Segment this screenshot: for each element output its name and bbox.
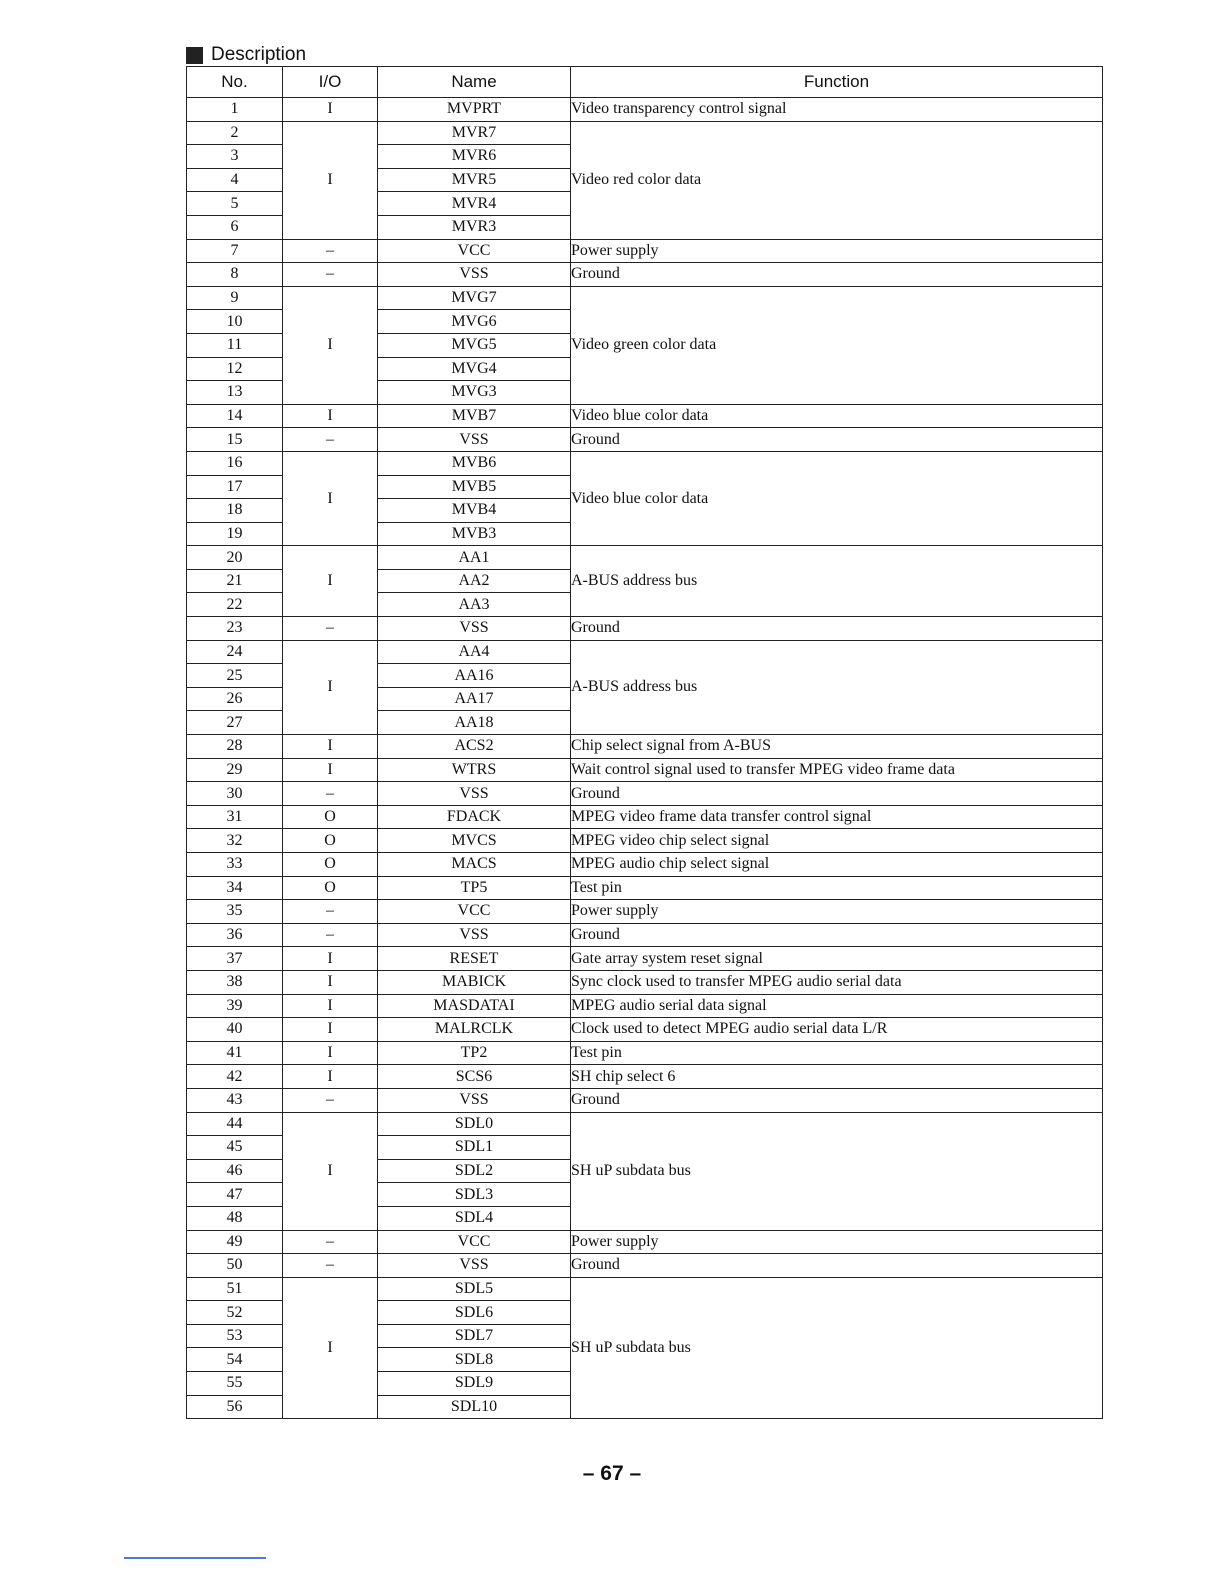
section-title: Description: [211, 44, 307, 65]
pin-name: MALRCLK: [378, 1018, 571, 1042]
pin-name: SDL6: [378, 1301, 571, 1325]
pin-number: 4: [187, 168, 283, 192]
table-row: [187, 98, 1103, 122]
table-row: [187, 1254, 1103, 1278]
pin-number: 46: [187, 1159, 283, 1183]
pin-function: Video transparency control signal: [571, 98, 1103, 122]
table-row: [187, 947, 1103, 971]
table-row: [187, 876, 1103, 900]
pin-name: MVCS: [378, 829, 571, 853]
square-bullet-icon: [186, 47, 203, 64]
pin-function: Ground: [571, 923, 1103, 947]
pin-number: 49: [187, 1230, 283, 1254]
pin-name: WTRS: [378, 758, 571, 782]
pin-name: ACS2: [378, 735, 571, 759]
pin-function: Ground: [571, 1088, 1103, 1112]
pin-name: AA1: [378, 546, 571, 570]
pin-number: 47: [187, 1183, 283, 1207]
pin-number: 32: [187, 829, 283, 853]
pin-number: 17: [187, 475, 283, 499]
pin-name: SDL1: [378, 1136, 571, 1160]
pin-number: 27: [187, 711, 283, 735]
pin-io: I: [283, 640, 378, 734]
pin-number: 15: [187, 428, 283, 452]
table-row: [187, 853, 1103, 877]
header-no: No.: [187, 67, 283, 98]
footer-line: [124, 1557, 266, 1559]
pin-function: Sync clock used to transfer MPEG audio serial data: [571, 970, 1103, 994]
pin-function: Ground: [571, 617, 1103, 641]
pin-number: 36: [187, 923, 283, 947]
table-row: [187, 805, 1103, 829]
pin-number: 38: [187, 970, 283, 994]
pin-io: –: [283, 617, 378, 641]
pin-name: MACS: [378, 853, 571, 877]
pin-io: I: [283, 947, 378, 971]
pin-number: 2: [187, 121, 283, 145]
pin-function: Power supply: [571, 1230, 1103, 1254]
pin-number: 42: [187, 1065, 283, 1089]
pin-name: VSS: [378, 1088, 571, 1112]
table-row: [187, 1018, 1103, 1042]
table-row: [187, 782, 1103, 806]
table-row: [187, 239, 1103, 263]
pin-name: VSS: [378, 428, 571, 452]
pin-number: 30: [187, 782, 283, 806]
pin-function: Wait control signal used to transfer MPEG video frame data: [571, 758, 1103, 782]
pin-name: VSS: [378, 923, 571, 947]
pin-number: 44: [187, 1112, 283, 1136]
pin-io: I: [283, 1277, 378, 1419]
pin-io: –: [283, 1230, 378, 1254]
pin-name: AA17: [378, 687, 571, 711]
pin-name: SDL0: [378, 1112, 571, 1136]
pin-io: I: [283, 404, 378, 428]
table-row: [187, 1088, 1103, 1112]
pin-name: SDL7: [378, 1324, 571, 1348]
pin-io: –: [283, 263, 378, 287]
pin-io: O: [283, 853, 378, 877]
pin-name: MVB5: [378, 475, 571, 499]
pin-number: 48: [187, 1206, 283, 1230]
table-row: [187, 263, 1103, 287]
pin-name: MVPRT: [378, 98, 571, 122]
table-row: [187, 286, 1103, 310]
pin-function: Power supply: [571, 900, 1103, 924]
pin-function: A-BUS address bus: [571, 546, 1103, 617]
pin-name: VSS: [378, 617, 571, 641]
pin-number: 28: [187, 735, 283, 759]
pin-name: MVB7: [378, 404, 571, 428]
table-row: [187, 1112, 1103, 1136]
table-row: [187, 900, 1103, 924]
pin-number: 13: [187, 381, 283, 405]
pin-name: SDL9: [378, 1372, 571, 1396]
pin-name: MVB4: [378, 499, 571, 523]
pin-function: MPEG audio chip select signal: [571, 853, 1103, 877]
pin-number: 40: [187, 1018, 283, 1042]
pin-io: I: [283, 121, 378, 239]
pin-name: MVB3: [378, 522, 571, 546]
table-row: [187, 829, 1103, 853]
pin-name: AA2: [378, 569, 571, 593]
pin-io: I: [283, 1065, 378, 1089]
pin-name: VSS: [378, 782, 571, 806]
pin-name: SDL2: [378, 1159, 571, 1183]
pin-function: SH uP subdata bus: [571, 1277, 1103, 1419]
pin-name: MVG5: [378, 333, 571, 357]
table-row: [187, 1277, 1103, 1301]
pin-io: I: [283, 286, 378, 404]
pin-io: –: [283, 239, 378, 263]
pin-function: Video blue color data: [571, 404, 1103, 428]
pin-function: SH chip select 6: [571, 1065, 1103, 1089]
pin-function: MPEG video frame data transfer control signal: [571, 805, 1103, 829]
pin-function: Clock used to detect MPEG audio serial data L/R: [571, 1018, 1103, 1042]
table-row: [187, 735, 1103, 759]
pin-name: RESET: [378, 947, 571, 971]
pin-io: I: [283, 758, 378, 782]
pin-name: VCC: [378, 1230, 571, 1254]
pin-name: FDACK: [378, 805, 571, 829]
pin-number: 43: [187, 1088, 283, 1112]
pin-io: I: [283, 546, 378, 617]
pin-function: Ground: [571, 782, 1103, 806]
table-row: [187, 640, 1103, 664]
table-row: [187, 1065, 1103, 1089]
section-heading: [186, 44, 306, 66]
table-row: [187, 617, 1103, 641]
pin-function: A-BUS address bus: [571, 640, 1103, 734]
pin-io: I: [283, 735, 378, 759]
pin-name: MABICK: [378, 970, 571, 994]
pin-name: VCC: [378, 900, 571, 924]
pin-name: MVR4: [378, 192, 571, 216]
pin-number: 21: [187, 569, 283, 593]
pin-io: I: [283, 451, 378, 545]
pin-name: MASDATAI: [378, 994, 571, 1018]
pin-number: 25: [187, 664, 283, 688]
pin-number: 35: [187, 900, 283, 924]
table-row: [187, 428, 1103, 452]
pin-name: MVR5: [378, 168, 571, 192]
pin-number: 56: [187, 1395, 283, 1419]
pin-name: TP2: [378, 1041, 571, 1065]
pin-io: –: [283, 428, 378, 452]
pin-name: SDL5: [378, 1277, 571, 1301]
table-body: [187, 98, 1103, 1419]
pin-number: 23: [187, 617, 283, 641]
pin-function: Ground: [571, 263, 1103, 287]
pin-io: I: [283, 1112, 378, 1230]
pin-name: AA16: [378, 664, 571, 688]
table-row: [187, 923, 1103, 947]
pin-function: Ground: [571, 428, 1103, 452]
pin-number: 54: [187, 1348, 283, 1372]
pin-number: 45: [187, 1136, 283, 1160]
pin-name: TP5: [378, 876, 571, 900]
pin-name: AA18: [378, 711, 571, 735]
pin-number: 55: [187, 1372, 283, 1396]
pin-name: SDL3: [378, 1183, 571, 1207]
pin-number: 6: [187, 215, 283, 239]
pin-number: 16: [187, 451, 283, 475]
table-row: [187, 404, 1103, 428]
pin-function: Test pin: [571, 876, 1103, 900]
pin-io: –: [283, 900, 378, 924]
pin-number: 41: [187, 1041, 283, 1065]
pin-function: Video blue color data: [571, 451, 1103, 545]
pin-number: 52: [187, 1301, 283, 1325]
pin-function: Gate array system reset signal: [571, 947, 1103, 971]
pin-number: 8: [187, 263, 283, 287]
pin-number: 14: [187, 404, 283, 428]
header-io: I/O: [283, 67, 378, 98]
pin-io: I: [283, 994, 378, 1018]
pin-number: 50: [187, 1254, 283, 1278]
pin-number: 39: [187, 994, 283, 1018]
pin-io: I: [283, 98, 378, 122]
pin-function: MPEG audio serial data signal: [571, 994, 1103, 1018]
pin-function: Power supply: [571, 239, 1103, 263]
pin-number: 22: [187, 593, 283, 617]
pin-io: I: [283, 1018, 378, 1042]
pin-name: SCS6: [378, 1065, 571, 1089]
pin-name: MVG3: [378, 381, 571, 405]
table-header-row: [187, 67, 1103, 98]
pin-number: 3: [187, 145, 283, 169]
table-row: [187, 451, 1103, 475]
pin-name: MVR7: [378, 121, 571, 145]
pin-name: MVR6: [378, 145, 571, 169]
pin-io: –: [283, 1088, 378, 1112]
header-function: Function: [571, 67, 1103, 98]
pin-io: O: [283, 876, 378, 900]
pin-io: –: [283, 1254, 378, 1278]
table-row: [187, 121, 1103, 145]
pin-number: 18: [187, 499, 283, 523]
pin-name: MVB6: [378, 451, 571, 475]
pin-number: 26: [187, 687, 283, 711]
pin-number: 9: [187, 286, 283, 310]
pin-number: 51: [187, 1277, 283, 1301]
pin-io: I: [283, 970, 378, 994]
pin-number: 53: [187, 1324, 283, 1348]
pin-number: 24: [187, 640, 283, 664]
pin-number: 33: [187, 853, 283, 877]
pin-name: VSS: [378, 263, 571, 287]
pin-number: 5: [187, 192, 283, 216]
pin-name: SDL8: [378, 1348, 571, 1372]
pin-function: Test pin: [571, 1041, 1103, 1065]
pin-number: 11: [187, 333, 283, 357]
pin-number: 29: [187, 758, 283, 782]
pin-function: Ground: [571, 1254, 1103, 1278]
pin-io: O: [283, 805, 378, 829]
header-name: Name: [378, 67, 571, 98]
pin-name: SDL10: [378, 1395, 571, 1419]
pin-name: AA4: [378, 640, 571, 664]
pin-name: MVG4: [378, 357, 571, 381]
pin-function: MPEG video chip select signal: [571, 829, 1103, 853]
pin-function: Video red color data: [571, 121, 1103, 239]
pin-name: MVG6: [378, 310, 571, 334]
table-row: [187, 970, 1103, 994]
pin-name: VCC: [378, 239, 571, 263]
pin-function: Video green color data: [571, 286, 1103, 404]
pin-io: –: [283, 923, 378, 947]
pin-number: 37: [187, 947, 283, 971]
pin-name: MVR3: [378, 215, 571, 239]
pin-description-table: [186, 66, 1103, 1419]
pin-number: 34: [187, 876, 283, 900]
table-row: [187, 1041, 1103, 1065]
pin-name: VSS: [378, 1254, 571, 1278]
table-row: [187, 758, 1103, 782]
pin-name: MVG7: [378, 286, 571, 310]
pin-name: SDL4: [378, 1206, 571, 1230]
pin-function: SH uP subdata bus: [571, 1112, 1103, 1230]
pin-number: 10: [187, 310, 283, 334]
page-number: – 67 –: [582, 1462, 642, 1485]
table-row: [187, 1230, 1103, 1254]
pin-number: 20: [187, 546, 283, 570]
pin-number: 12: [187, 357, 283, 381]
pin-io: O: [283, 829, 378, 853]
pin-number: 31: [187, 805, 283, 829]
pin-io: –: [283, 782, 378, 806]
pin-name: AA3: [378, 593, 571, 617]
table-row: [187, 994, 1103, 1018]
pin-number: 19: [187, 522, 283, 546]
table-row: [187, 546, 1103, 570]
pin-number: 1: [187, 98, 283, 122]
pin-function: Chip select signal from A-BUS: [571, 735, 1103, 759]
pin-number: 7: [187, 239, 283, 263]
pin-io: I: [283, 1041, 378, 1065]
